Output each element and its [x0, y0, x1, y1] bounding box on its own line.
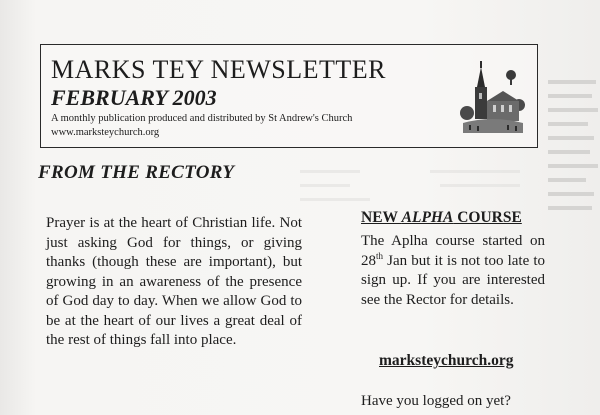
alpha-text-superscript: th: [376, 250, 384, 261]
alpha-heading-prefix: NEW: [361, 209, 402, 226]
bleed-through-marks: [548, 78, 600, 228]
alpha-text-start: The Aplha course started on 28: [361, 233, 545, 269]
masthead-box: [40, 44, 538, 148]
publication-subtitle: A monthly publication produced and distributed by St Andrew's Church: [51, 113, 353, 124]
issue-date: FEBRUARY 2003: [51, 85, 217, 110]
alpha-course-text: [361, 232, 545, 310]
alpha-heading-italic: ALPHA: [401, 209, 454, 226]
alpha-course-heading: [361, 209, 522, 227]
church-illustration-icon: [459, 53, 525, 141]
bleed-through-marks-center: [300, 168, 530, 208]
alpha-heading-suffix: COURSE: [453, 209, 522, 226]
masthead-url: www.marksteychurch.org: [51, 127, 160, 138]
rectory-heading: FROM THE RECTORY: [38, 162, 235, 183]
logged-on-question: Have you logged on yet?: [361, 393, 511, 409]
alpha-text-end: Jan but it is not too late to sign up. If you are interested see the Rector for details.: [361, 252, 545, 308]
website-link[interactable]: marksteychurch.org: [379, 352, 514, 369]
rectory-body: Prayer is at the heart of Christian life. Not just asking God for things, or giving thanks (though these are important), but growing in an awareness of the presence of God day to day. When we allow God to be at the heart of our lives a great deal of the rest of things fall into place.: [46, 215, 302, 348]
newsletter-title: MARKS TEY NEWSLETTER: [51, 55, 386, 84]
